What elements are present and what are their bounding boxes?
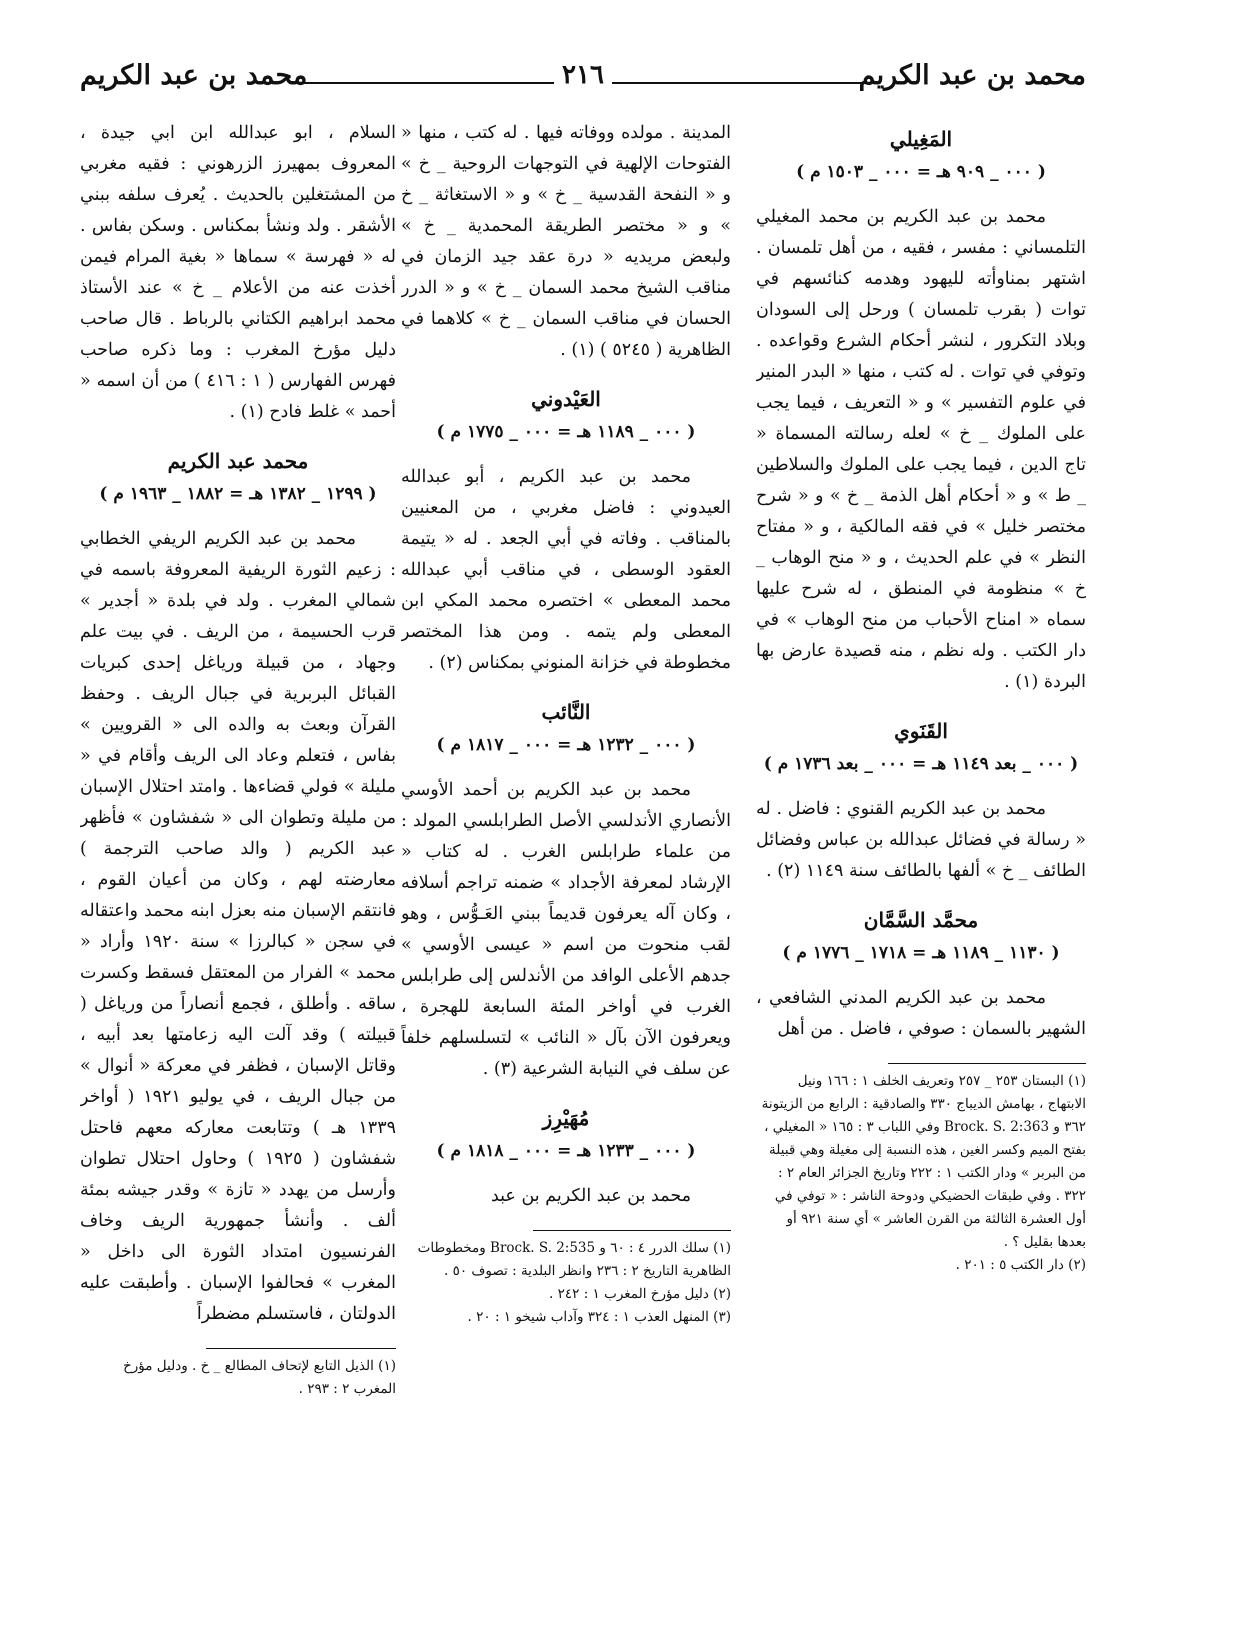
entry-text: محمد بن عبد الكريم بن محمد المغيلي التلمساني : مفسر ، فقيه ، من أهل تلمسان . اشتهر بمناوأته لليهود وهدمه كنائسهم في توات ( بقرب تلمسان ) ورحل إلى السودان وبلاد التكرور ، لنشر أحكام الشرع وقواعده . وتوفي في توات . له كتب ، منها « البدر المنير في علوم التفسير » و « التعريف ، فيما يجب على الملوك _ خ » لعله رسالته المسماة « تاج الدين ، فيما يجب على الملوك والسلاطين _ ط » و « أحكام أهل الذمة _ خ » و « شرح مختصر خليل » في فقه المالكية ، و « مفتاح النظر » في علم الحديث ، و « منح الوهاب _ خ » منظومة في المنطق ، له شرح عليها سماه « امناح الأحباب من منح الوهاب » في دار الكتب . وله نظم ، منه قصيدة عارض بها البردة (١) .	[756, 207, 1086, 692]
entry-title: محمَّد السَّمَّان	[863, 908, 979, 932]
entry-title: محمد عبد الكريم	[167, 449, 309, 473]
entry-title: القَنَوي	[894, 719, 948, 743]
entry-dates: ( ١٢٩٩ _ ١٣٨٢ هـ = ١٨٨٢ _ ١٩٦٣ م )	[99, 484, 377, 504]
entry-text: محمد بن عبد الكريم المدني الشافعي ، الشهير بالسمان : صوفي ، فاضل . من أهل	[756, 988, 1086, 1039]
entry-dates: ( ٠٠٠ _ بعد ١١٤٩ هـ = ٠٠٠ _ بعد ١٧٣٦ م )	[763, 754, 1079, 774]
entry-title: مُهَيْرِز	[542, 1106, 590, 1130]
entry-dates: ( ٠٠٠ _ ١٢٣٣ هـ = ٠٠٠ _ ١٨١٨ م )	[436, 1141, 696, 1161]
footnote: (٢) دليل مؤرخ المغرب ١ : ٢٤٢ .	[549, 1286, 731, 1302]
entry-dates: ( ١١٣٠ _ ١١٨٩ هـ = ١٧١٨ _ ١٧٧٦ م )	[782, 943, 1060, 963]
entry-text: محمد بن عبد الكريم بن عبد	[490, 1186, 691, 1206]
entry-title: النَّائب	[541, 700, 591, 724]
header-title-right: محمد بن عبد الكريم	[858, 60, 1086, 91]
entry-text: السلام ، ابو عبدالله ابن ابي جيدة ، المعروف بمهيرز الزرهوني : فقيه مغربي من المشتغلين بالحديث . يُعرف سلفه ببني الأشقر . ولد ونشأ بمكناس . وسكن بفاس . له « فهرسة » سماها « بغية المرام فيمن أخذت عنه من الأعلام _ خ » عند الأستاذ محمد ابراهيم الكتاني بالرباط . قال صاحب دليل مؤرخ المغرب : وما ذكره صاحب فهرس الفهارس ( ١ : ٤١٦ ) من أن اسمه « أحمد » غلط فادح (١) .	[80, 123, 396, 422]
footnote: (١) البستان ٢٥٣ _ ٢٥٧ وتعريف الخلف ١ : ١٦٦ ونيل الابتهاج ، بهامش الديباج ٣٣٠ والصادقية : الرابع من الزيتونة ٣٦٢ و Brock. S. 2:363 وفي اللباب ٣ : ١٦٥ « المغيلي ، بفتح الميم وكسر الغين ، هذه النسبة إلى مغيلة وهي قبيلة من البربر » ودار الكتب ١ : ٢٢٢ وتاريخ الجزائر العام ٢ : ٣٢٢ . وفي طبقات الحضيكي ودوحة الناشر : « توفي في أول العشرة الثالثة من القرن العاشر » أي سنة ٩٢١ أو بعدها بقليل ؟ .	[761, 1073, 1086, 1250]
entry-text: محمد بن عبد الكريم ، أبو عبدالله العيدوني : فاضل مغربي ، من المعنيين بالمناقب . وفاته في أبي الجعد . له « يتيمة العقود الوسطى ، في مناقب أبي عبدالله محمد المعطى » اختصره محمد المكي ابن المعطى ولم يتمه . ومن هذا المختصر مخطوطة في خزانة المنوني بمكناس (٢) .	[401, 467, 731, 673]
footnote: (٢) دار الكتب ٥ : ٢٠١ .	[955, 1257, 1086, 1273]
entry-text: محمد بن عبد الكريم بن أحمد الأوسي الأنصاري الأندلسي الأصل الطرابلسي المولد : من علماء طرابلس الغرب . له كتاب « الإرشاد لمعرفة الأجداد » ضمنه تراجم أسلافه ، وكان آله يعرفون قديماً ببني العَـوُّس ، وهو لقب منحوت من اسم « عيسى الأوسي » جدهم الأعلى الوافد من الأندلس إلى طرابلس الغرب في أواخر المئة السابعة للهجرة ، ويعرفون الآن بآل « النائب » لتسلسلهم خلفاً عن سلف في النيابة الشرعية (٣) .	[401, 780, 731, 1079]
entry-title: العَيْدوني	[531, 387, 601, 411]
entry-dates: ( ٠٠٠ _ ١١٨٩ هـ = ٠٠٠ _ ١٧٧٥ م )	[436, 422, 696, 442]
footnote: (١) سلك الدرر ٤ : ٦٠ و Brock. S. 2:535 ومخطوطات الظاهرية التاريخ ٢ : ٢٣٦ وانظر البلدية : تصوف ٥٠ .	[417, 1240, 731, 1279]
entry-text: محمد بن عبد الكريم القنوي : فاضل . له « رسالة في فضائل عبدالله بن عباس وفضائل الطائف _ خ » ألفها بالطائف سنة ١١٤٩ (٢) .	[756, 799, 1086, 881]
running-header	[80, 60, 1086, 104]
footnote-separator	[888, 1063, 1086, 1064]
column-left	[80, 118, 396, 1598]
entry-text: محمد بن عبد الكريم الريفي الخطابي : زعيم الثورة الريفية المعروفة باسمه في شمالي المغرب . ولد في بلدة « أجدير » قرب الحسيمة ، من الريف . في بيت علم وجهاد ، من قبيلة ورياغل إحدى كبريات القبائل البربرية في جبال الريف . وحفظ القرآن وبعث به والده الى « القرويين » بفاس ، فتعلم وعاد الى الريف وأقام في « مليلة » فولي قضاءها . وامتد احتلال الإسبان من مليلة وتطوان الى « شفشاون » فأظهر عبد الكريم ( والد صاحب الترجمة ) معارضته لهم ، وكان من أعيان القوم ، فانتقم الإسبان منه بعزل ابنه محمد واعتقاله في سجن « كبالرزا » سنة ١٩٢٠ وأراد « محمد » الفرار من المعتقل فسقط وكسرت ساقه . وأطلق ، فجمع أنصاراً من ورياغل ( قبيلته ) وقد آلت اليه زعامتها بعد أبيه ، وقاتل الإسبان ، فظفر في معركة « أنوال » من جبال الريف ، في يوليو ١٩٢١ ( أواخر ١٣٣٩ هـ ) وتتابعت معاركه معهم فاحتل شفشاون ( ١٩٢٥ ) وحاول احتلال تطوان وأرسل من يهدد « تازة » وقدر جيشه بمئة ألف . وأنشأ جمهورية الريف وخاف الفرنسيون امتداد الثورة الى داخل « المغرب » فحالفوا الإسبان . وأطبقت عليه الدولتان ، فاستسلم مضطراً	[80, 529, 396, 1324]
entry-title: المَغِيلي	[889, 127, 953, 151]
column-right	[756, 118, 1086, 1598]
footnote-separator	[533, 1230, 731, 1231]
footnote: (١) الذيل التابع لإتحاف المطالع _ خ . ودليل مؤرخ المغرب ٢ : ٢٩٣ .	[123, 1358, 396, 1397]
page-number: ٢١٦	[554, 60, 612, 90]
footnote: (٣) المنهل العذب ١ : ٣٢٤ وآداب شيخو ١ : ٢٠ .	[467, 1309, 731, 1325]
header-title-left: محمد بن عبد الكريم	[80, 60, 308, 91]
entry-dates: ( ٠٠٠ _ ٩٠٩ هـ = ٠٠٠ _ ١٥٠٣ م )	[796, 162, 1046, 182]
entry-dates: ( ٠٠٠ _ ١٢٣٢ هـ = ٠٠٠ _ ١٨١٧ م )	[436, 735, 696, 755]
column-middle	[401, 118, 731, 1598]
entry-text: المدينة . مولده ووفاته فيها . له كتب ، منها « الفتوحات الإلهية في التوجهات الروحية _ خ » و « النفحة القدسية _ خ » و « الاستغاثة _ خ » و « مختصر الطريقة المحمدية _ خ » ولبعض مريديه « درة عقد جيد الزمان في مناقب الشيخ محمد السمان _ خ » و « الدرر الحسان في مناقب السمان _ خ » كلاهما في الظاهرية ( ٥٢٤٥ ) (١) .	[401, 123, 731, 360]
footnote-separator	[206, 1348, 396, 1349]
